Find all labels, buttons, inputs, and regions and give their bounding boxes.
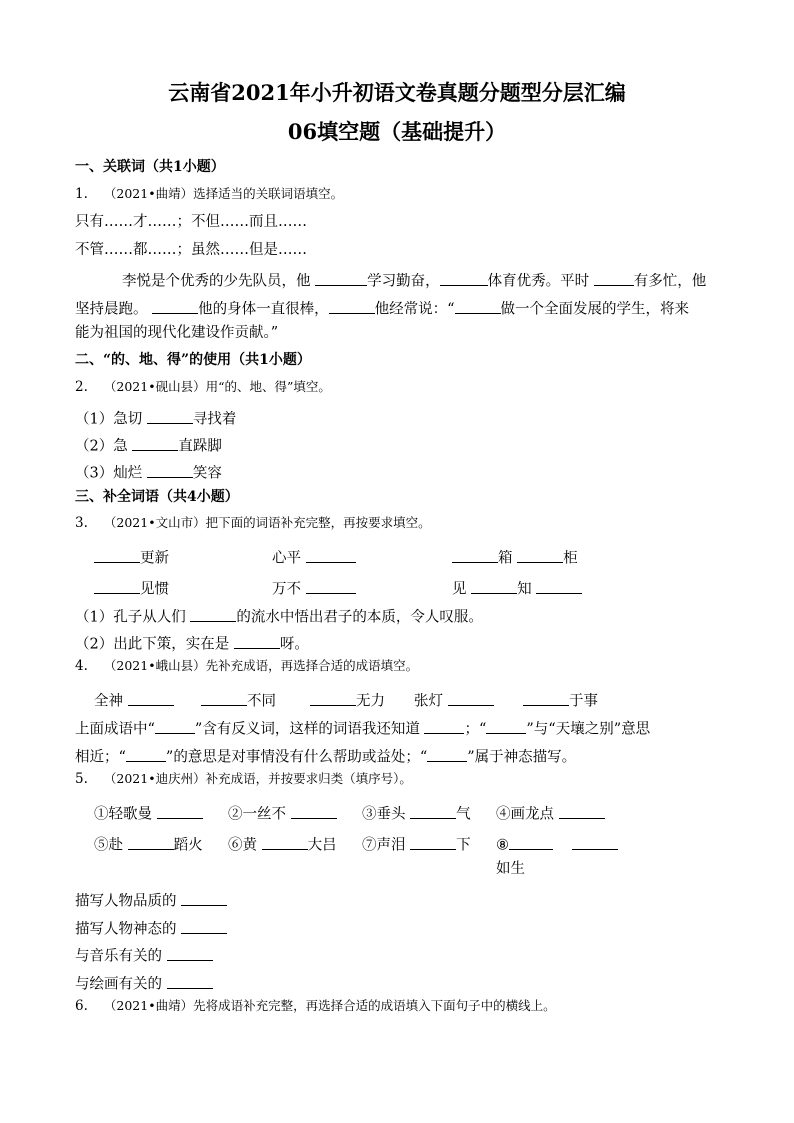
answer-blank[interactable] — [424, 718, 464, 734]
answer-blank[interactable] — [167, 945, 213, 961]
q1-paragraph-line-1: 李悦是个优秀的少先队员，他 学习勤奋， 体育优秀。平时 有多忙，他 — [122, 270, 706, 289]
answer-blank[interactable] — [329, 298, 375, 314]
q4-idiom-2: 不同 — [201, 690, 276, 709]
answer-blank[interactable] — [152, 298, 198, 314]
answer-blank[interactable] — [310, 690, 356, 706]
answer-blank[interactable] — [128, 690, 174, 706]
q5-item-1: ①轻歌曼 — [94, 803, 203, 822]
q5-category-3: 与音乐有关的 — [75, 945, 213, 964]
section-heading-1: 一、关联词（共1小题） — [75, 159, 225, 175]
question-source: （2021•砚山县）用“的、地、得”填空。 — [103, 379, 331, 394]
q5-category-2: 描写人物神态的 — [75, 918, 227, 937]
q2-item-2: （2）急 直跺脚 — [75, 435, 222, 454]
q3-word-5: 万不 — [272, 578, 356, 597]
q5-item-3: ③垂头 气 — [362, 803, 471, 822]
answer-blank[interactable] — [190, 606, 236, 622]
q4-question-line-1: 上面成语中“ ”含有反义词，这样的词语我还知道 ；“ ”与“天壤之别”意思 — [75, 718, 650, 737]
question-source: （2021•峨山县）先补充成语，再选择合适的成语填空。 — [103, 658, 419, 673]
conjunction-options-2: 不管……都……；虽然……但是…… — [75, 242, 307, 258]
q5-item-8-continued: 如生 — [496, 861, 525, 877]
q3-word-6: 见 知 — [452, 578, 582, 597]
question-source: （2021•曲靖）先将成语补充完整，再选择合适的成语填入下面句子中的横线上。 — [103, 998, 556, 1013]
q2-item-3: （3）灿烂 笑容 — [75, 462, 222, 481]
answer-blank[interactable] — [410, 834, 456, 850]
answer-blank[interactable] — [181, 918, 227, 934]
answer-blank[interactable] — [486, 718, 526, 734]
answer-blank[interactable] — [181, 890, 227, 906]
q5-item-6: ⑥黄 大吕 — [228, 834, 337, 853]
q3-word-3: 箱 柜 — [452, 547, 578, 566]
answer-blank[interactable] — [234, 633, 280, 649]
answer-blank[interactable] — [126, 746, 166, 762]
q5-item-8: ⑧ — [496, 834, 618, 853]
question-number: 1. — [75, 186, 88, 202]
answer-blank[interactable] — [315, 270, 367, 286]
q5-item-2: ②一丝不 — [228, 803, 337, 822]
answer-blank[interactable] — [523, 690, 569, 706]
answer-blank[interactable] — [306, 578, 356, 594]
answer-blank[interactable] — [167, 973, 213, 989]
answer-blank[interactable] — [157, 803, 203, 819]
answer-blank[interactable] — [536, 578, 582, 594]
answer-blank[interactable] — [517, 547, 563, 563]
section-heading-2: 二、“的、地、得”的使用（共1小题） — [75, 352, 311, 368]
answer-blank[interactable] — [440, 270, 488, 286]
answer-blank[interactable] — [572, 834, 618, 850]
q3-word-2: 心平 — [272, 547, 356, 566]
answer-blank[interactable] — [509, 834, 553, 850]
answer-blank[interactable] — [128, 834, 174, 850]
question-5-header — [75, 773, 412, 787]
q1-paragraph-line-2: 坚持晨跑。 他的身体一直很棒， 他经常说：“ 做一个全面发展的学生，将来 — [75, 298, 689, 317]
question-source: （2021•曲靖）选择适当的关联词语填空。 — [103, 186, 344, 201]
q1-paragraph-line-3: 能为祖国的现代化建设作贡献。” — [75, 325, 279, 341]
q4-idiom-3: 无力 — [310, 690, 385, 709]
conjunction-options-1: 只有……才……；不但……而且…… — [75, 214, 307, 230]
answer-blank[interactable] — [427, 746, 467, 762]
question-6-header — [75, 1000, 556, 1014]
answer-blank[interactable] — [452, 547, 498, 563]
question-source: （2021•文山市）把下面的词语补充完整，再按要求填空。 — [103, 515, 431, 530]
q2-item-1: （1）急切 寻找着 — [75, 408, 236, 427]
answer-blank[interactable] — [559, 803, 605, 819]
q5-category-1: 描写人物品质的 — [75, 890, 227, 909]
answer-blank[interactable] — [594, 270, 634, 286]
q3-sentence-1: （1）孔子从人们 的流水中悟出君子的本质，令人叹服。 — [75, 606, 483, 625]
answer-blank[interactable] — [448, 690, 494, 706]
q4-question-line-2: 相近；“ ”的意思是对事情没有什么帮助或益处；“ ”属于神态描写。 — [75, 746, 576, 765]
question-number: 3. — [75, 515, 88, 531]
question-number: 2. — [75, 379, 88, 395]
q5-category-4: 与绘画有关的 — [75, 973, 213, 992]
q3-word-4: 见惯 — [94, 578, 169, 597]
answer-blank[interactable] — [147, 462, 193, 478]
answer-blank[interactable] — [155, 718, 195, 734]
answer-blank[interactable] — [291, 803, 337, 819]
answer-blank[interactable] — [262, 834, 308, 850]
answer-blank[interactable] — [471, 578, 517, 594]
page-subtitle: 06填空题（基础提升） — [287, 119, 507, 144]
section-heading-3: 三、补全词语（共4小题） — [75, 489, 239, 505]
q5-item-4: ④画龙点 — [496, 803, 605, 822]
question-2-header — [75, 381, 331, 395]
q4-idiom-1: 全神 — [94, 690, 174, 709]
question-3-header — [75, 517, 431, 531]
question-1-header — [75, 188, 343, 202]
q5-item-5: ⑤赴 蹈火 — [94, 834, 203, 853]
answer-blank[interactable] — [132, 435, 178, 451]
page-title: 云南省2021年小升初语文卷真题分题型分层汇编 — [168, 80, 626, 105]
question-number: 5. — [75, 771, 88, 787]
q3-word-1: 更新 — [94, 547, 169, 566]
question-number: 6. — [75, 998, 88, 1014]
q4-idiom-4: 张灯 — [414, 690, 494, 709]
question-4-header — [75, 660, 418, 674]
answer-blank[interactable] — [147, 408, 193, 424]
question-source: （2021•迪庆州）补充成语，并按要求归类（填序号）。 — [103, 771, 412, 786]
answer-blank[interactable] — [306, 547, 356, 563]
answer-blank[interactable] — [94, 578, 140, 594]
answer-blank[interactable] — [410, 803, 456, 819]
answer-blank[interactable] — [201, 690, 247, 706]
question-number: 4. — [75, 658, 88, 674]
answer-blank[interactable] — [94, 547, 140, 563]
q4-idiom-5: 于事 — [523, 690, 598, 709]
answer-blank[interactable] — [455, 298, 501, 314]
q3-sentence-2: （2）出此下策，实在是 呀。 — [75, 633, 309, 652]
q5-item-7: ⑦声泪 下 — [362, 834, 471, 853]
